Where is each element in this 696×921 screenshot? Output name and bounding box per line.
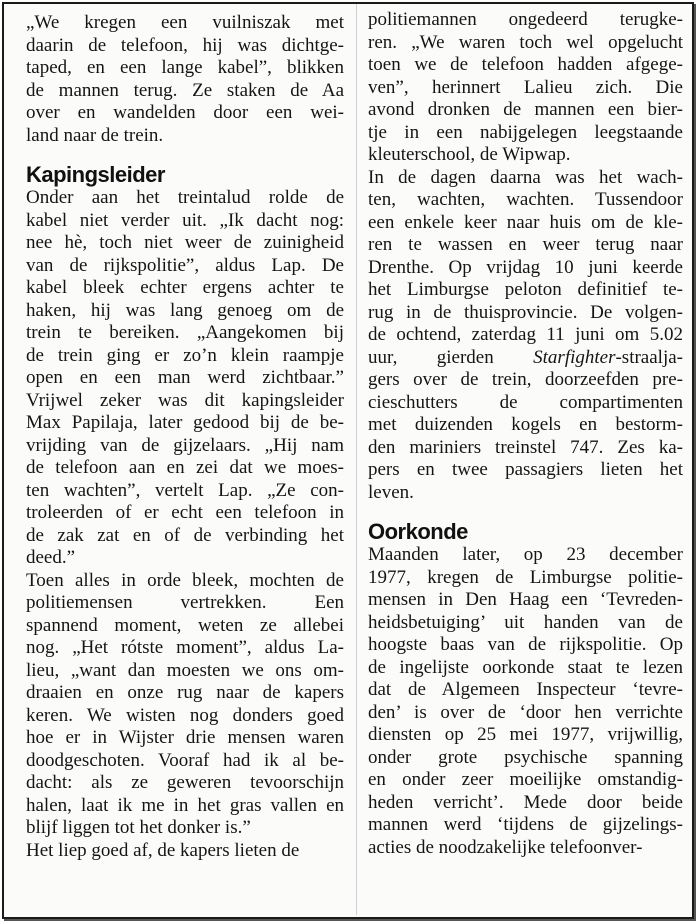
right-intro-paragraph: [368, 9, 683, 504]
text-line: draaien en onze rug naar de kapers: [26, 682, 344, 703]
text-line: kabel niet verder uit. „Ik dacht nog:: [26, 209, 344, 231]
text-line: daarin de telefoon, hij was dichtge-: [26, 34, 344, 56]
text-line: Toen alles in orde bleek, mochten de: [26, 569, 344, 591]
text-line: kabel bleek echter ergens achter te: [26, 277, 344, 298]
text-line: vrijding van de gijzelaars. „Hij nam: [26, 434, 344, 456]
text-line: ren. „We waren toch wel opgelucht: [368, 31, 683, 53]
text-line: de trein ging er zo’n klein raampje: [26, 344, 344, 366]
text-line: In de dagen daarna was het wach-: [368, 166, 683, 188]
left-intro-paragraph: [26, 12, 344, 147]
right-column: [368, 9, 683, 859]
text-line: ren te wassen en weer terug naar: [368, 234, 683, 255]
section-heading-oorkonde: Oorkonde: [368, 519, 468, 544]
text-line: Het liep goed af, de kapers lieten de: [26, 839, 300, 861]
section-heading-kapingsleider: Kapingsleider: [26, 162, 165, 187]
text-fragment: uur, gierden: [368, 346, 534, 368]
text-line: deed.”: [26, 547, 76, 568]
text-line: „We kregen een vuilniszak met: [26, 12, 344, 33]
text-line: diensten op 25 mei 1977, vrijwillig,: [368, 724, 683, 745]
text-line: taped, en een lange kabel”, blikken: [26, 57, 344, 78]
text-line: halen, laat ik me in het gras vallen en: [26, 794, 344, 816]
text-line: hoogste baas van de rijkspolitie. Op: [368, 634, 683, 655]
text-line: mensen in Den Haag een ‘Tevreden-: [368, 589, 683, 610]
text-line: troleerden of er echt een telefoon in: [26, 502, 344, 523]
text-line: Max Papilaja, later gedood bij de be-: [26, 412, 344, 433]
section-kapingsleider-body: [26, 187, 344, 862]
article-frame: [2, 2, 694, 919]
text-line: met duizenden kogels en bestorm-: [368, 414, 683, 435]
text-line: 1977, kregen de Limburgse politie-: [368, 566, 683, 588]
text-line: ten, wachten, wachten. Tussendoor: [368, 189, 683, 210]
text-line: politiemensen vertrekken. Een: [26, 592, 344, 613]
text-line: [368, 347, 683, 370]
text-line: land naar de trein.: [26, 124, 164, 146]
text-line: leven.: [368, 481, 414, 503]
text-line: rug in de thuisprovincie. De volgen-: [368, 301, 683, 323]
text-line: de mannen terug. Ze staken de Aa: [26, 79, 344, 101]
text-line: avond dronken de mannen een bier-: [368, 99, 683, 120]
text-line: de telefoon aan en zei dat we moes-: [26, 457, 344, 478]
text-line: de ochtend, zaterdag 11 juni om 5.02: [368, 324, 683, 345]
text-line: tje in een nabijgelegen leegstaande: [368, 121, 683, 143]
text-line: haken, hij was lang genoeg om de: [26, 299, 344, 321]
text-line: spannend moment, weten ze allebei: [26, 614, 344, 636]
text-line: over en wandelden door een wei-: [26, 102, 344, 123]
text-line: het Limburgse peloton definitief te-: [368, 279, 683, 300]
left-column: [26, 12, 344, 862]
text-line: acties de noodzakelijke telefoonver-: [368, 836, 643, 858]
text-line: nog. „Het rótste moment”, aldus La-: [26, 637, 344, 658]
text-line: trein te bereiken. „Aangekomen bij: [26, 322, 344, 343]
text-line: gers over de trein, doorzeefden pre-: [368, 369, 683, 390]
text-line: lieu, „want dan moesten we ons om-: [26, 659, 344, 681]
section-oorkonde-body: [368, 544, 683, 859]
text-line: Drenthe. Op vrijdag 10 juni keerde: [368, 256, 683, 278]
text-line: van de rijkspolitie”, aldus Lap. De: [26, 254, 344, 276]
text-line: Maanden later, op 23 december: [368, 544, 683, 565]
italic-word: Starfighter: [533, 346, 616, 368]
text-line: heden verricht’. Mede door beide: [368, 791, 683, 813]
text-line: Vrijwel zeker was dit kapingsleider: [26, 389, 344, 411]
text-line: blijf liggen tot het donker is.”: [26, 817, 251, 838]
text-line: keren. We wisten nog donders goed: [26, 704, 344, 726]
text-line: cieschutters de compartimenten: [368, 391, 683, 413]
text-line: open en een man werd zichtbaar.”: [26, 367, 344, 388]
text-line: en onder zeer moeilijke omstandig-: [368, 769, 683, 790]
text-line: hoe er in Wijster drie mensen waren: [26, 727, 344, 748]
text-line: mannen werd ‘tijdens de gijzelings-: [368, 814, 683, 835]
text-line: doodgeschoten. Vooraf had ik al be-: [26, 749, 344, 771]
text-line: ten wachten”, vertelt Lap. „Ze con-: [26, 479, 344, 501]
text-line: dacht: als ze geweren tevoorschijn: [26, 772, 344, 793]
text-line: nee hè, toch niet weer de zuinigheid: [26, 232, 344, 253]
column-divider: [356, 4, 357, 915]
text-fragment: -straalja-: [615, 346, 683, 368]
text-line: een enkele keer naar huis om de kle-: [368, 211, 683, 233]
text-line: de ingelijste oorkonde staat te lezen: [368, 656, 683, 678]
text-line: ven”, herinnert Lalieu zich. Die: [368, 76, 683, 98]
text-line: den mariniers treinstel 747. Zes ka-: [368, 436, 683, 458]
text-line: kleuterschool, de Wipwap.: [368, 144, 571, 165]
text-line: toen we de telefoon hadden afgege-: [368, 54, 683, 75]
text-line: dat de Algemeen Inspecteur ‘tevre-: [368, 679, 683, 700]
text-line: pers en twee passagiers lieten het: [368, 459, 683, 480]
text-line: heidsbetuiging’ uit handen van de: [368, 611, 683, 633]
text-line: politiemannen ongedeerd terugke-: [368, 9, 683, 30]
text-line: de zak zat en of de verbinding het: [26, 524, 344, 546]
text-line: den’ is over de ‘door hen verrichte: [368, 701, 683, 723]
text-line: Onder aan het treintalud rolde de: [26, 187, 344, 208]
text-line: onder grote psychische spanning: [368, 746, 683, 768]
